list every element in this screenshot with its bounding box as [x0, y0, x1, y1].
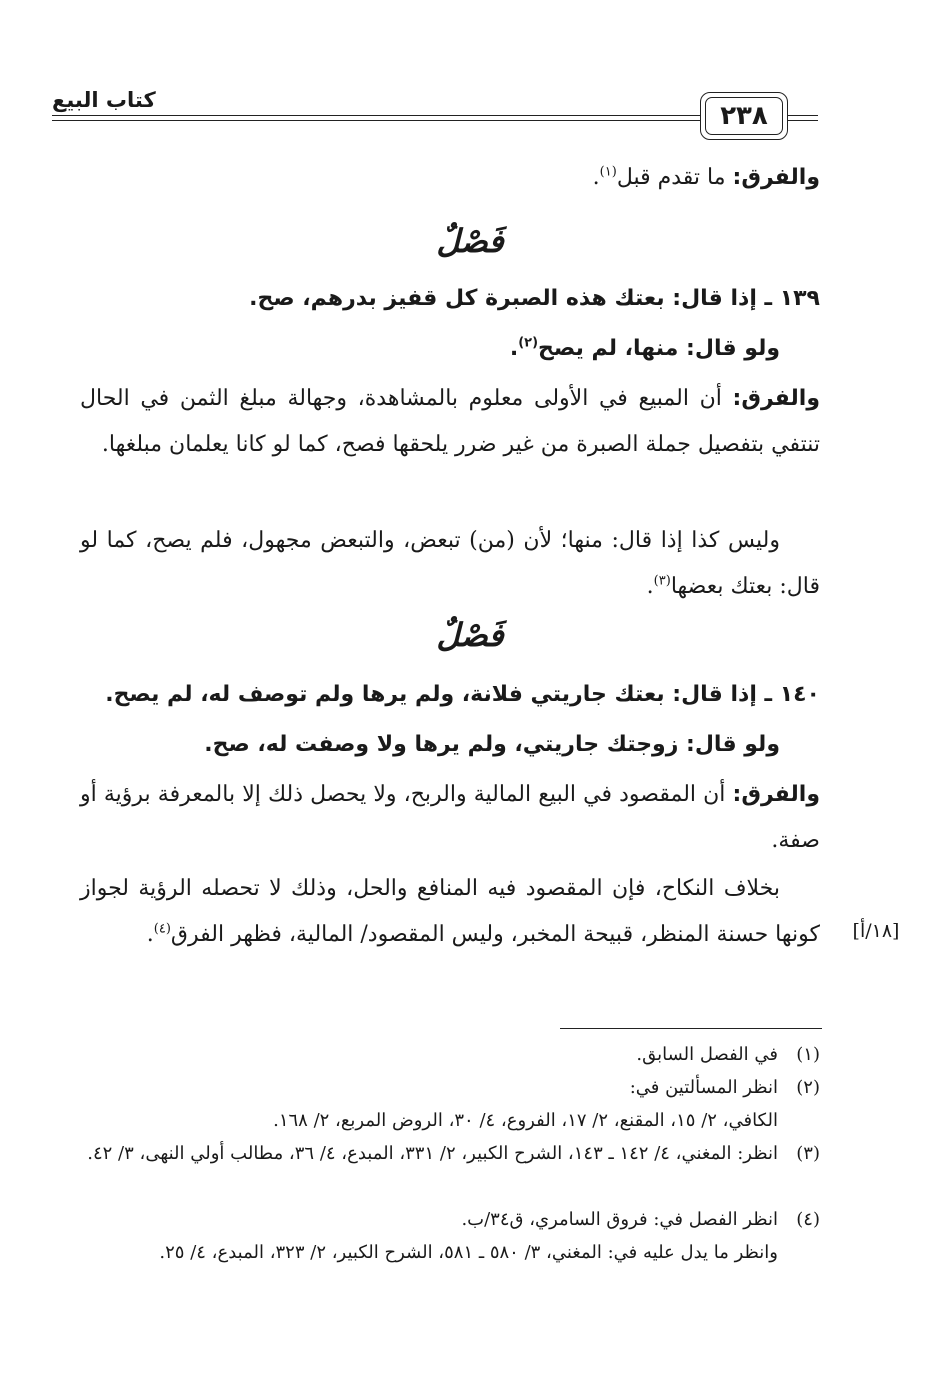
page-number: ٢٣٨ [720, 101, 768, 131]
footnote-text: انظر المسألتين في: [629, 1077, 778, 1098]
manuscript-folio-marker: [١٨/أ] [852, 920, 900, 942]
header-rule-left-bottom [52, 120, 700, 121]
footnote-number: (٢) [796, 1077, 820, 1098]
intro-text: ما تقدم قبل [616, 165, 733, 190]
diff-label: والفرق: [732, 165, 820, 190]
header-rule-right-top [788, 115, 818, 116]
issue-140-variant: ولو قال: زوجتك جاريتي، ولم يرها ولا وصفت له، صح. [204, 732, 780, 757]
issue-140-extra: بخلاف النكاح، فإن المقصود فيه المنافع والحل، وذلك لا تحصله الرؤية لجواز كونها حسنة المنظر، قبيحة المخبر، وليس المقصود/ المالية، فظهر الفرق$^{(٤)}$. [80, 876, 820, 947]
running-head-title: كتاب البيع [52, 88, 156, 112]
diff-label: والفرق: [732, 386, 820, 411]
footnote-text: انظر الفصل في: فروق السامري، ق٣٤/ب. [461, 1209, 778, 1230]
section-heading: فَصْلٌ [436, 222, 504, 260]
header-rule-left-top [52, 115, 700, 116]
footnote-ref: (١) [599, 164, 617, 180]
footnote-separator [560, 1028, 822, 1029]
issue-139-extra: وليس كذا إذا قال: منها؛ لأن (من) تبعض، والتبعض مجهول، فلم يصح، كما لو قال: بعتك بعضها$^{(٣)}$. [80, 528, 820, 599]
intro-paragraph: والفرق: ما تقدم قبل$^{(١)}$. [592, 164, 820, 190]
footnote-text: الكافي، ٢/ ١٥، المقنع، ٢/ ١٧، الفروع، ٤/ ٣٠، الروض المربع، ٢/ ١٦٨. [273, 1110, 778, 1131]
issue-140-statement: ١٤٠ ـ إذا قال: بعتك جاريتي فلانة، ولم يرها ولم توصف له، لم يصح. [105, 682, 820, 707]
footnote-number: (٤) [796, 1209, 820, 1230]
issue-139-variant: ولو قال: منها، لم يصح$^{(٢)}$. [509, 335, 780, 361]
header-rule-right-bottom [788, 120, 818, 121]
footnote-text: وانظر ما يدل عليه في: المغني، ٣/ ٥٨٠ ـ ٥٨١، الشرح الكبير، ٢/ ٣٢٣، المبدع، ٤/ ٢٥. [159, 1242, 778, 1263]
footnote-ref: (٢) [518, 335, 539, 351]
section-heading: فَصْلٌ [436, 616, 504, 654]
footnote-4 [80, 1203, 820, 1269]
page-number-badge [700, 92, 788, 140]
issue-140-difference: والفرق: أن المقصود في البيع المالية والربح، ولا يحصل ذلك إلا بالمعرفة برؤية أو صفة. [80, 782, 820, 853]
footnote-ref: (٤) [153, 921, 171, 937]
issue-139-difference: والفرق: أن المبيع في الأولى معلوم بالمشاهدة، وجهالة مبلغ الثمن في الحال تنتفي بتفصيل جملة الصبرة من غير ضرر يلحقها فصح، كما لو كانا يعلمان مبلغها. [80, 386, 820, 457]
footnote-text: في الفصل السابق. [636, 1044, 778, 1065]
issue-139-statement: ١٣٩ ـ إذا قال: بعتك هذه الصبرة كل قفيز بدرهم، صح. [249, 286, 820, 311]
footnote-1 [80, 1038, 820, 1071]
footnote-number: (٣) [796, 1143, 820, 1164]
footnote-ref: (٣) [653, 573, 671, 589]
footnote-2 [80, 1071, 820, 1137]
footnote-number: (١) [796, 1044, 820, 1065]
footnote-text: انظر: المغني، ٤/ ١٤٢ ـ ١٤٣، الشرح الكبير، ٢/ ٣٣١، المبدع، ٤/ ٣٦، مطالب أولي النهى، ٣/ ٤٢. [87, 1143, 778, 1164]
footnote-3 [80, 1137, 820, 1170]
diff-label: والفرق: [732, 782, 820, 807]
